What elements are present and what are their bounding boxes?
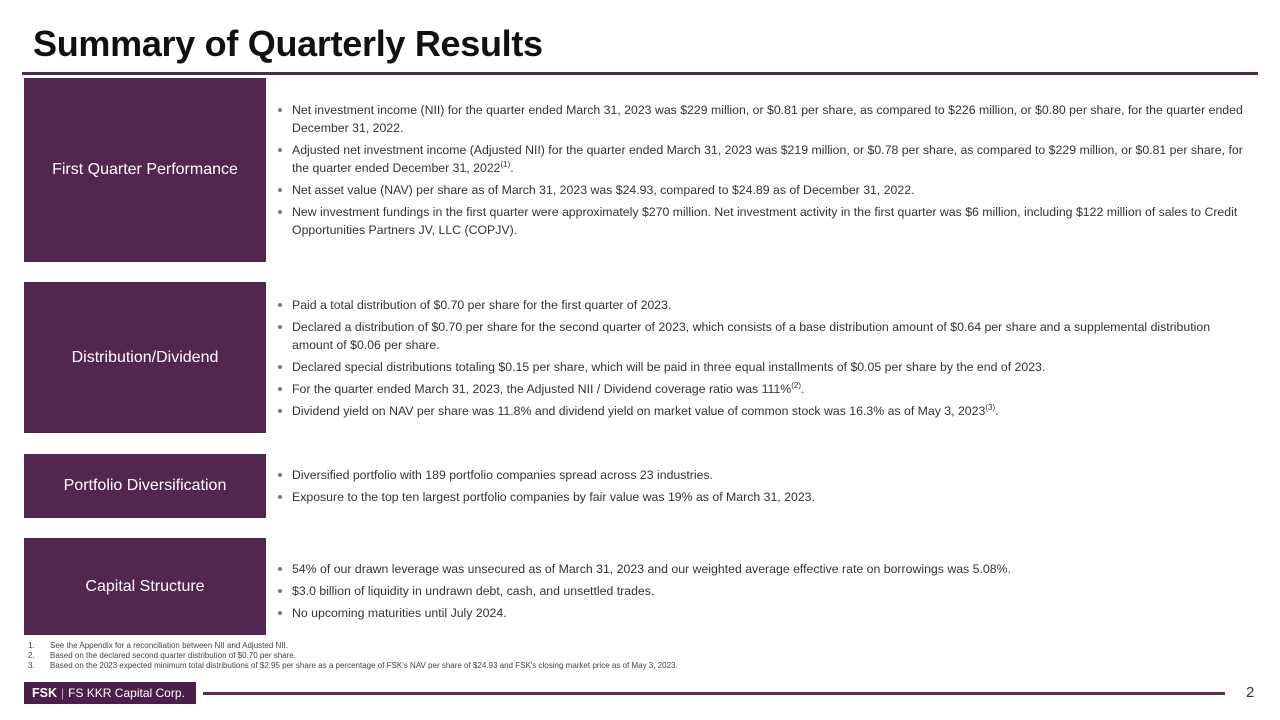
bullet-list: [274, 454, 1250, 518]
bullet-item: For the quarter ended March 31, 2023, the Adjusted NII / Dividend coverage ratio was 111%$^{(2)}$.: [274, 380, 1250, 398]
page-number: 2: [1246, 684, 1255, 701]
bullet-item: Adjusted net investment income (Adjusted NII) for the quarter ended March 31, 2023 was $219 million, or $0.78 per share, as compared to $229 million, or $0.81 per share, for the quarter ended December 31, 2022$^{(1)}$.: [274, 141, 1250, 177]
section-label: First Quarter Performance: [24, 78, 266, 262]
company-logo: [24, 682, 196, 704]
footnotes: [28, 641, 1028, 671]
logo-separator: |: [61, 686, 65, 700]
bullet-item: Exposure to the top ten largest portfolio companies by fair value was 19% as of March 31, 2023.: [274, 488, 1250, 506]
bullet-item: 54% of our drawn leverage was unsecured as of March 31, 2023 and our weighted average effective rate on borrowings was 5.08%.: [274, 560, 1250, 578]
bullet-item: New investment fundings in the first quarter were approximately $270 million. Net investment activity in the first quarter was $6 million, including $122 million of sales to Credit Opportunities Partners JV, LLC (COPJV).: [274, 203, 1250, 239]
section-label: Distribution/Dividend: [24, 282, 266, 433]
bullet-item: Declared special distributions totaling $0.15 per share, which will be paid in three equal installments of $0.05 per share by the end of 2023.: [274, 358, 1250, 376]
bullet-item: $3.0 billion of liquidity in undrawn debt, cash, and unsettled trades.: [274, 582, 1250, 600]
bullet-list: [274, 78, 1250, 262]
logo-company-name: FS KKR Capital Corp.: [68, 686, 185, 700]
footnote-ref: (3): [985, 402, 996, 412]
bullet-item: Net investment income (NII) for the quarter ended March 31, 2023 was $229 million, or $0.81 per share, as compared to $226 million, or $0.80 per share, for the quarter ended December 31, 2022.: [274, 101, 1250, 137]
section-label: Capital Structure: [24, 538, 266, 635]
section-distribution-dividend: [24, 282, 1260, 433]
bullet-item: Diversified portfolio with 189 portfolio companies spread across 23 industries.: [274, 466, 1250, 484]
footnote-item: 2. Based on the declared second quarter distribution of $0.70 per share.: [28, 651, 296, 660]
footnote-item: 1. See the Appendix for a reconciliation between NII and Adjusted NII.: [28, 641, 288, 650]
footnote-ref: (2): [791, 380, 802, 390]
footnote-item: 3. Based on the 2023 expected minimum total distributions of $2.95 per share as a percentage of FSK's NAV per share of $24.93 and FSK's closing market price as of May 3, 2023.: [28, 661, 678, 670]
bullet-list: [274, 282, 1250, 433]
section-capital-structure: [24, 538, 1260, 635]
bullet-item: No upcoming maturities until July 2024.: [274, 604, 1250, 622]
section-first-quarter-performance: [24, 78, 1260, 262]
bullet-item: Dividend yield on NAV per share was 11.8% and dividend yield on market value of common stock was 16.3% as of May 3, 2023$^{(3)}$.: [274, 402, 1250, 420]
bullet-item: Declared a distribution of $0.70 per share for the second quarter of 2023, which consists of a base distribution amount of $0.64 per share and a supplemental distribution amount of $0.06 per share.: [274, 318, 1250, 354]
logo-ticker: FSK: [32, 686, 57, 700]
bullet-list: [274, 538, 1250, 639]
section-portfolio-diversification: [24, 454, 1260, 518]
section-label: Portfolio Diversification: [24, 454, 266, 518]
title-divider: [22, 72, 1258, 75]
bullet-item: Net asset value (NAV) per share as of March 31, 2023 was $24.93, compared to $24.89 as of December 31, 2022.: [274, 181, 1250, 199]
bullet-item: Paid a total distribution of $0.70 per share for the first quarter of 2023.: [274, 296, 1250, 314]
footnote-ref: (1): [500, 159, 511, 169]
page-title: Summary of Quarterly Results: [33, 23, 543, 64]
footer-divider: [203, 692, 1225, 695]
